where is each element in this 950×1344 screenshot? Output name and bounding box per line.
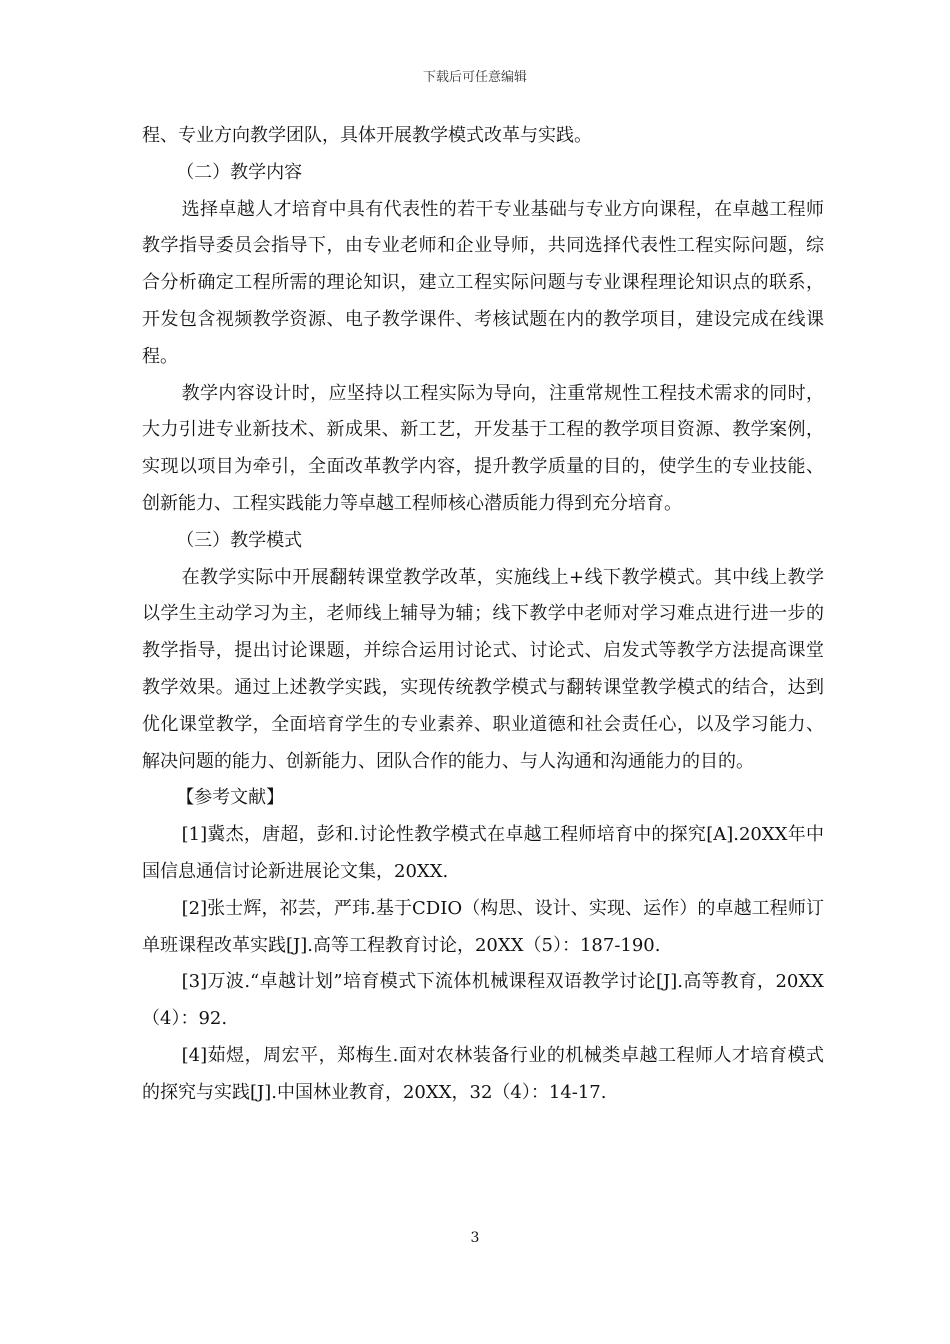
reference-item-1: [1]冀杰，唐超，彭和.讨论性教学模式在卓越工程师培育中的探究[A].20XX年中国信息通信讨论新进展论文集，20XX.: [142, 824, 824, 882]
paragraph-continued: 程、专业方向教学团队，具体开展教学模式改革与实践。: [142, 125, 592, 146]
reference-item-2: [2]张士辉，祁芸，严玮.基于CDIO（构思、设计、实现、运作）的卓越工程师订单班课程改革实践[J].高等工程教育讨论，20XX（5）：187-190.: [142, 897, 824, 956]
paragraph-content-design: 教学内容设计时，应坚持以工程实际为导向，注重常规性工程技术需求的同时，大力引进专业新技术、新成果、新工艺，开发基于工程的教学项目资源、教学案例，实现以项目为牵引，全面改革教学内容，提升教学质量的目的，使学生的专业技能、创新能力、工程实践能力等卓越工程师核心潜质能力得到充分培育。: [142, 382, 824, 514]
references-title: 【参考文献】: [176, 787, 285, 809]
document-body: [142, 118, 824, 1112]
page-number: 3: [470, 1230, 480, 1246]
paragraph-teaching-mode: 在教学实际中开展翻转课堂教学改革，实施线上+线下教学模式。其中线上教学以学生主动学习为主，老师线上辅导为辅；线下教学中老师对学习难点进行进一步的教学指导，提出讨论课题，并综合运用讨论式、讨论式、启发式等教学方法提高课堂教学效果。通过上述教学实践，实现传统教学模式与翻转课堂教学模式的结合，达到优化课堂教学，全面培育学生的专业素养、职业道德和社会责任心，以及学习能力、解决问题的能力、创新能力、团队合作的能力、与人沟通和沟通能力的目的。: [142, 566, 824, 772]
page-header: 下载后可任意编辑: [422, 70, 527, 85]
reference-item-4: [4]茹煜，周宏平，郑梅生.面对农林装备行业的机械类卓越工程师人才培育模式的探究与实践[J].中国林业教育，20XX，32（4）：14-17.: [142, 1044, 824, 1103]
reference-item-3: [3]万波.“卓越计划”培育模式下流体机械课程双语教学讨论[J].高等教育，20XX（4）：92.: [142, 971, 824, 1030]
section-heading-teaching-content: （二）教学内容: [176, 161, 303, 183]
paragraph-teaching-content: 选择卓越人才培育中具有代表性的若干专业基础与专业方向课程，在卓越工程师教学指导委员会指导下，由专业老师和企业导师，共同选择代表性工程实际问题，综合分析确定工程所需的理论知识，建立工程实际问题与专业课程理论知识点的联系，开发包含视频教学资源、电子教学课件、考核试题在内的教学项目，建设完成在线课程。: [142, 198, 824, 367]
section-heading-teaching-mode: （三）教学模式: [176, 529, 303, 551]
